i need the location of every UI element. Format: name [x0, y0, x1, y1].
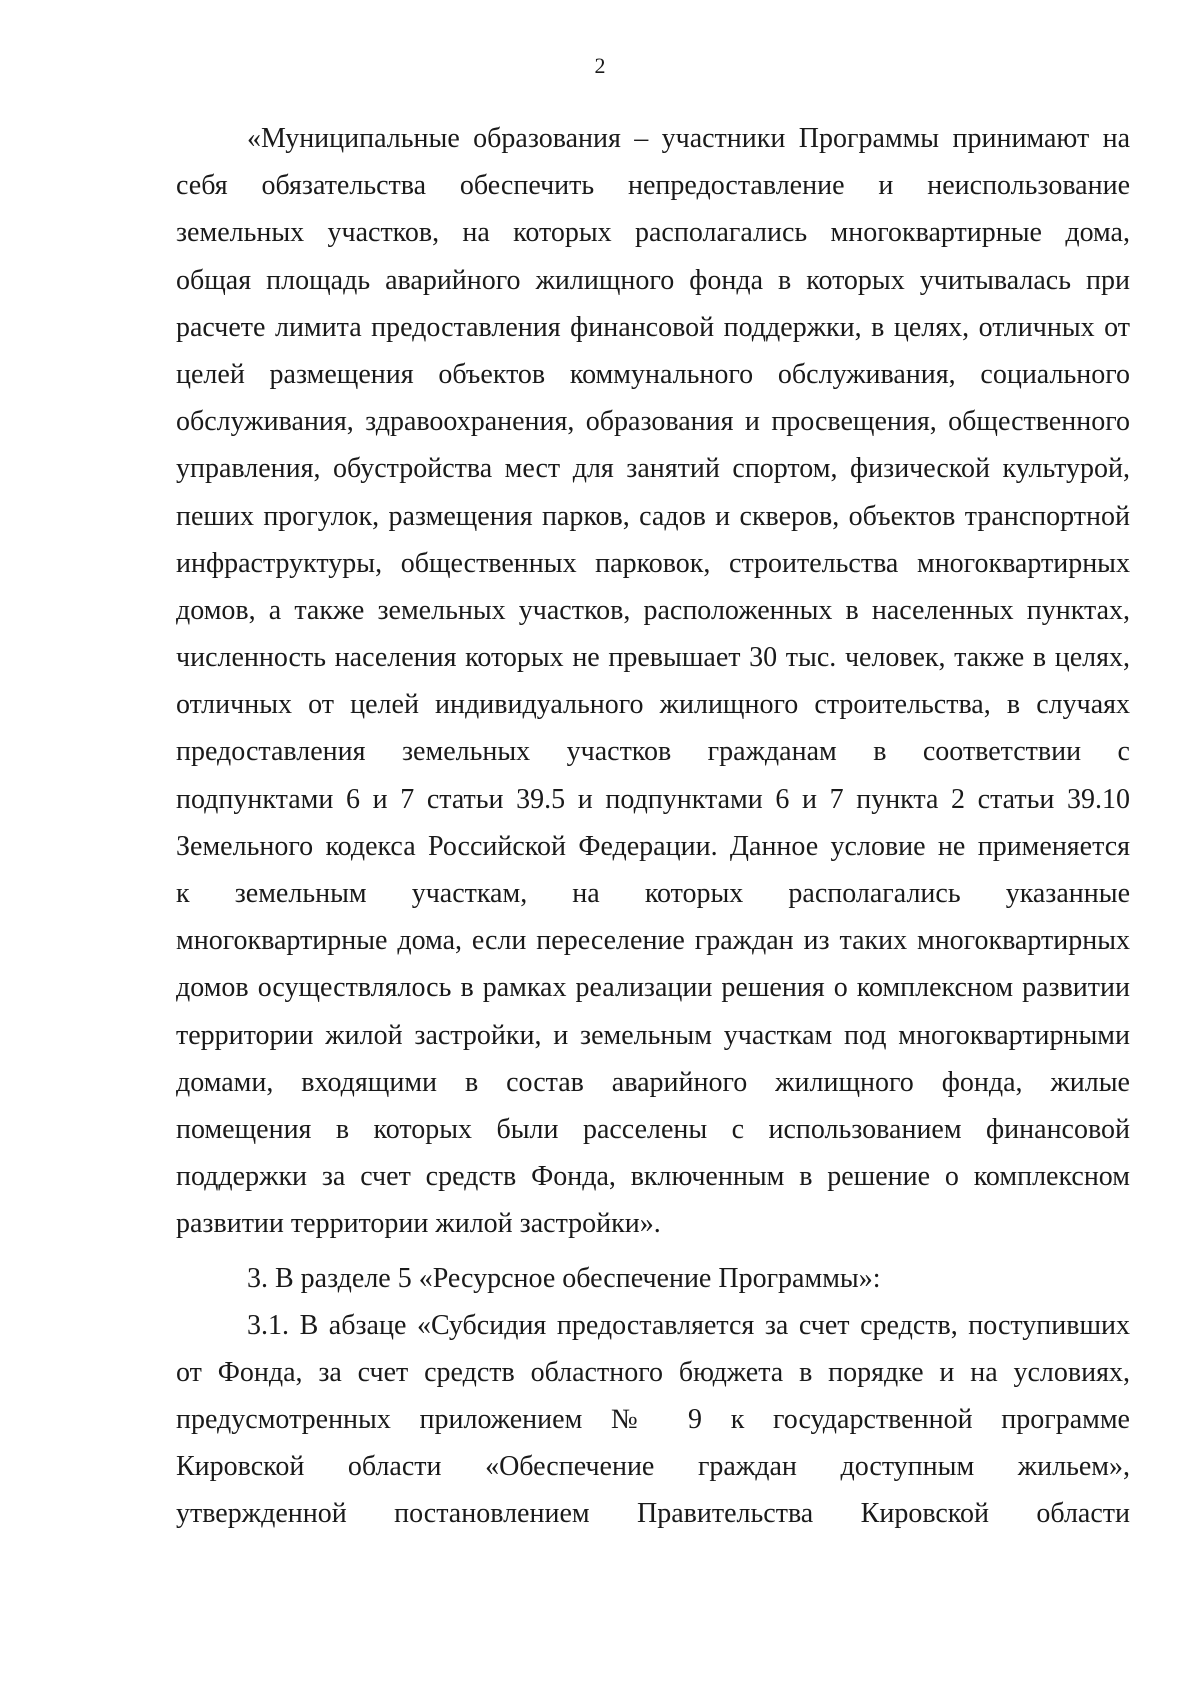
text-line: пеших прогулок, размещения парков, садов и скверов, объектов транспортной	[176, 500, 1130, 532]
text-line: предоставления земельных участков гражданам в соответствии с	[176, 736, 1130, 768]
text-line: домами, входящими в состав аварийного жилищного фонда, жилые	[176, 1066, 1130, 1098]
text-line: домов, а также земельных участков, расположенных в населенных пунктах,	[176, 594, 1130, 626]
text-line: предусмотренных приложением № 9 к государственной программе	[176, 1404, 1130, 1436]
text-line: расчете лимита предоставления финансовой поддержки, в целях, отличных от	[176, 311, 1130, 343]
text-line: к земельным участкам, на которых располагались указанные	[176, 878, 1130, 909]
text-line: управления, обустройства мест для занятий спортом, физической культурой,	[176, 453, 1130, 485]
section-heading-line: 3. В разделе 5 «Ресурсное обеспечение Программы»:	[247, 1262, 881, 1294]
text-line: от Фонда, за счет средств областного бюджета в порядке и на условиях,	[176, 1356, 1130, 1388]
text-line: многоквартирные дома, если переселение граждан из таких многоквартирных	[176, 925, 1130, 957]
text-line: «Муниципальные образования – участники Программы принимают на	[247, 123, 1130, 154]
text-line: утвержденной постановлением Правительства Кировской области	[176, 1498, 1130, 1530]
text-line: Земельного кодекса Российской Федерации. Данное условие не применяется	[176, 830, 1130, 862]
text-line: целей размещения объектов коммунального обслуживания, социального	[176, 358, 1130, 390]
text-line: территории жилой застройки, и земельным участкам под многоквартирными	[176, 1019, 1130, 1051]
text-line: помещения в которых были расселены с использованием финансовой	[176, 1113, 1130, 1145]
document-body	[176, 115, 1130, 1538]
text-line: земельных участков, на которых располагались многоквартирные дома,	[176, 217, 1130, 249]
text-line: Кировской области «Обеспечение граждан доступным жильем»,	[176, 1451, 1130, 1483]
text-line: себя обязательства обеспечить непредоставление и неиспользование	[176, 170, 1130, 202]
text-line: подпунктами 6 и 7 статьи 39.5 и подпунктами 6 и 7 пункта 2 статьи 39.10	[176, 783, 1130, 815]
text-line: обслуживания, здравоохранения, образования и просвещения, общественного	[176, 406, 1130, 438]
text-line: общая площадь аварийного жилищного фонда в которых учитывалась при	[176, 264, 1130, 296]
text-line: отличных от целей индивидуального жилищного строительства, в случаях	[176, 689, 1130, 721]
text-line: развитии территории жилой застройки».	[176, 1208, 661, 1240]
text-line: инфраструктуры, общественных парковок, строительства многоквартирных	[176, 547, 1130, 579]
text-line: поддержки за счет средств Фонда, включенным в решение о комплексном	[176, 1161, 1130, 1193]
text-line: 3.1. В абзаце «Субсидия предоставляется за счет средств, поступивших	[247, 1309, 1130, 1341]
text-line: численность населения которых не превышает 30 тыс. человек, также в целях,	[176, 642, 1130, 674]
page-number: 2	[594, 53, 606, 78]
text-line: домов осуществлялось в рамках реализации решения о комплексном развитии	[176, 972, 1130, 1004]
